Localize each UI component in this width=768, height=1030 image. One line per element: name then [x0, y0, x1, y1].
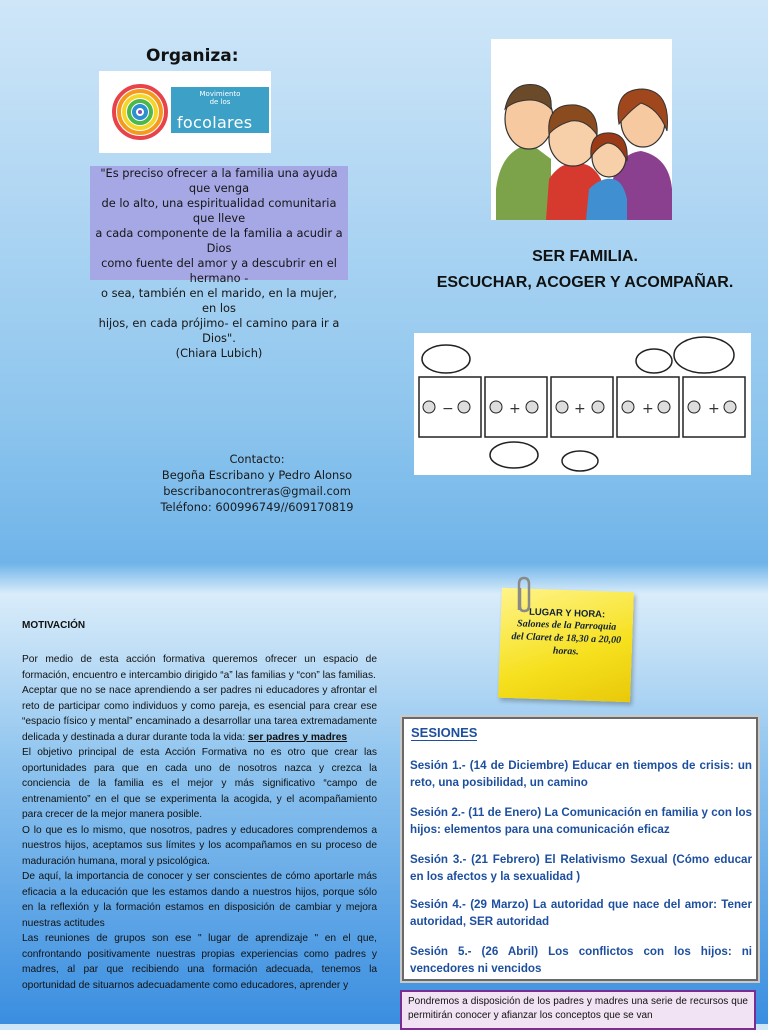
motivacion-paragraph — [22, 683, 377, 745]
session-item: Sesión 1.- (14 de Diciembre) Educar en tiempos de crisis: un reto, una posibilidad, un camino — [410, 759, 752, 789]
quote-author: (Chiara Lubich) — [175, 346, 263, 360]
contact-email[interactable]: bescribanocontreras@gmail.com — [163, 484, 351, 498]
sticky-note — [497, 576, 637, 708]
quote-line: a cada componente de la familia a acudir a Dios — [95, 226, 343, 255]
motivacion-paragraph: Las reuniones de grupos son ese " lugar de aprendizaje " en el que, confrontando positivamente nuestras propias experiencias como padres y madres, al par que recibiendo una formación adecuada, tenemos la oportunidad de situarnos adecuadamente como educadores, aprender y — [22, 933, 377, 991]
spiral-logo-icon — [111, 83, 169, 141]
motivacion-emphasis: ser padres y madres — [247, 731, 348, 743]
quote-line: o sea, también en el marido, en la mujer, en los — [101, 286, 337, 315]
motivacion-text-run: Aceptar que no se nace aprendiendo a ser padres ni educadores y afrontar el reto de participar como individuos y como pareja, es esencial para crear ese “espacio físico y mental” encaminado a desarrollar una tarea extremadamente delicada y destinada a durar durante toda la vida: — [22, 685, 377, 743]
motivacion-paragraph: Por medio de esta acción formativa queremos ofrecer un espacio de formación, encuentro e intercambio dirigido “a” las familias y “con” las familias. — [22, 654, 377, 681]
motivacion-paragraph: El objetivo principal de esta Acción Formativa no es otro que crear las oportunidades para que en cada uno de nosotros nazca y crezca la conciencia de la familia es el mejor y más significativo “campo de entrenamiento” en el que se experimenta la acogida, y el acompañamiento para crecer de la mejor manera posible. — [22, 747, 377, 820]
paperclip-icon — [511, 576, 535, 614]
quote-line: de lo alto, una espiritualidad comunitaria que lleve — [101, 196, 337, 225]
quote-line: como fuente del amor y a descubrir en el hermano - — [101, 256, 337, 285]
note-heading: LUGAR Y HORA: — [528, 606, 606, 621]
session-item: Sesión 3.- (21 Febrero) El Relativismo Sexual (Cómo educar en los afectos y la sexualidad ) — [410, 853, 752, 883]
motivacion-paragraph: O lo que es lo mismo, que nosotros, padres y educadores comprendemos a nuestros hijos, aceptamos sus límites y los acompañamos en su proceso de maduración humana, moral y psicológica. — [22, 824, 377, 867]
quote-box — [90, 166, 348, 360]
focolares-logo — [99, 71, 271, 153]
session-item: Sesión 4.- (29 Marzo) La autoridad que nace del amor: Tener autoridad, SER autoridad — [410, 898, 752, 928]
sesiones-box — [402, 717, 758, 981]
motivacion-paragraph: De aquí, la importancia de conocer y ser conscientes de cómo aportarle más eficacia a la educación que les estamos dando a nuestros hijos, porque sólo en la reflexión y la formación estamos en disposición de cambiar y mejora nuestras actitudes — [22, 871, 377, 929]
motivacion-heading: MOTIVACIÓN — [22, 620, 86, 631]
session-item: Sesión 2.- (11 de Enero) La Comunicación en familia y con los hijos: elementos para una comunicación eficaz — [410, 806, 752, 836]
recursos-box: Pondremos a disposición de los padres y madres una serie de recursos que permitirán conocer y afianzar los conceptos que se van — [400, 990, 756, 1030]
svg-text:−: − — [442, 401, 454, 417]
svg-text:+: + — [509, 401, 521, 417]
sesiones-heading: SESIONES — [411, 725, 478, 740]
logo-title: focolares — [177, 113, 253, 132]
contact-block — [140, 451, 374, 515]
note-body: Salones de la Parroquia del Claret de 18,30 a 20,00 horas. — [511, 618, 622, 658]
organiza-label: Organiza: — [146, 46, 239, 66]
page-title — [400, 244, 768, 296]
quote-line: hijos, en cada prójimo- el camino para ir a Dios". — [98, 316, 340, 345]
svg-text:+: + — [708, 401, 720, 417]
contact-label: Contacto: — [229, 452, 285, 466]
logo-subtitle: Movimiento de los — [199, 90, 241, 106]
contact-names: Begoña Escribano y Pedro Alonso — [161, 468, 353, 482]
quote-line: "Es preciso ofrecer a la familia una ayuda que venga — [100, 166, 338, 195]
motivacion-text — [22, 652, 377, 993]
family-illustration — [491, 39, 672, 220]
title-line-1: SER FAMILIA. — [532, 248, 638, 265]
svg-text:+: + — [642, 401, 654, 417]
title-line-2: ESCUCHAR, ACOGER Y ACOMPAÑAR. — [436, 274, 734, 291]
comic-strip-image — [414, 333, 751, 475]
contact-phone: Teléfono: 600996749//609170819 — [160, 500, 354, 514]
session-item: Sesión 5.- (26 Abril) Los conflictos con los hijos: ni vencedores ni vencidos — [410, 945, 752, 975]
svg-text:+: + — [574, 401, 586, 417]
